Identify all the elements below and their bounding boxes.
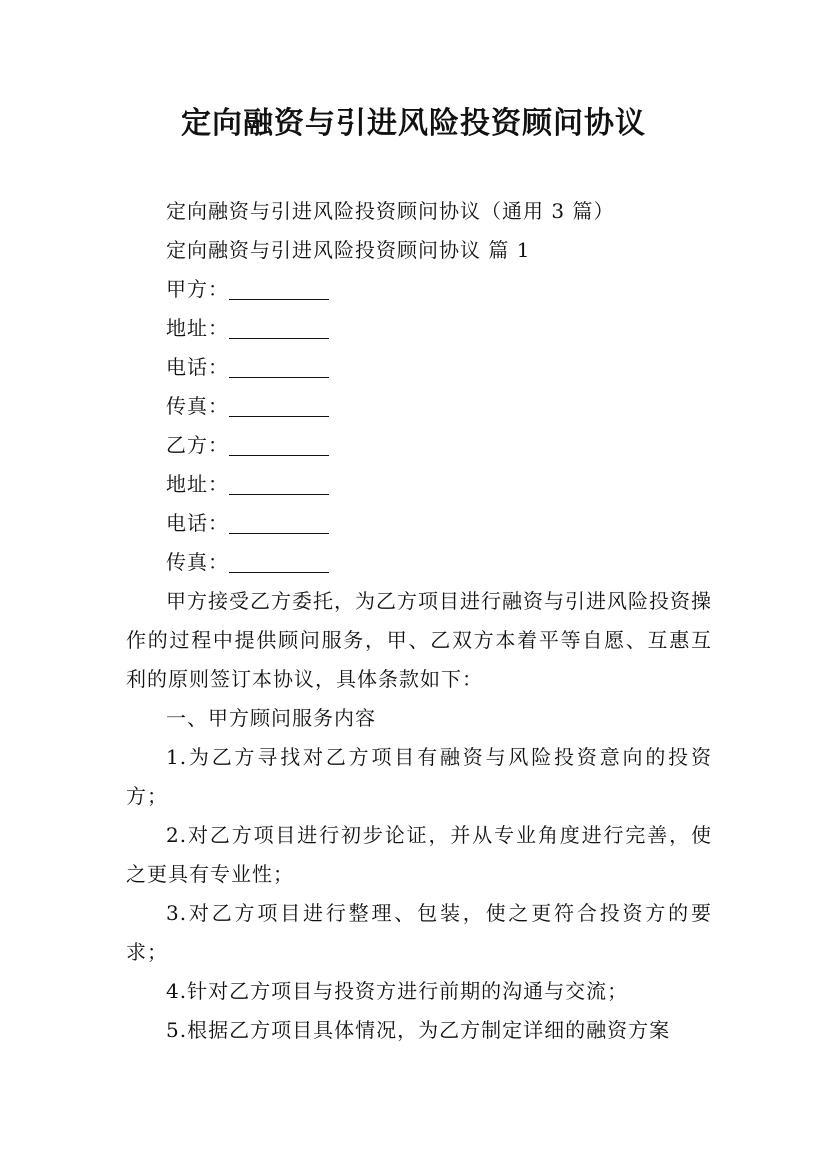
service-item: 2.对乙方项目进行初步论证，并从专业角度进行完善，使之更具有专业性；: [126, 823, 712, 886]
party-b-address-field: [126, 465, 712, 504]
field-label: 地址：: [166, 316, 229, 340]
party-b-phone-field: [126, 504, 712, 543]
field-label: 甲方：: [166, 277, 229, 301]
service-item: 3.对乙方项目进行整理、包装，使之更符合投资方的要求；: [126, 901, 712, 964]
field-blank: [229, 316, 329, 339]
document-subtitle: 定向融资与引进风险投资顾问协议（通用 3 篇）: [166, 199, 615, 223]
field-blank: [229, 472, 329, 495]
party-b-name-field: [126, 426, 712, 465]
field-label: 电话：: [166, 511, 229, 535]
field-blank: [229, 277, 329, 300]
field-blank: [229, 511, 329, 534]
party-a-fax-field: [126, 387, 712, 426]
service-item: 1.为乙方寻找对乙方项目有融资与风险投资意向的投资方；: [126, 745, 712, 808]
field-label: 电话：: [166, 355, 229, 379]
document-title: 定向融资与引进风险投资顾问协议: [181, 106, 646, 141]
service-item: 5.根据乙方项目具体情况，为乙方制定详细的融资方案: [166, 1018, 671, 1042]
field-blank: [229, 433, 329, 456]
field-blank: [229, 550, 329, 573]
field-label: 传真：: [166, 394, 229, 418]
field-label: 乙方：: [166, 433, 229, 457]
document-body: [126, 192, 712, 1050]
field-label: 传真：: [166, 550, 229, 574]
party-b-fax-field: [126, 543, 712, 582]
intro-paragraph: 甲方接受乙方委托，为乙方项目进行融资与引进风险投资操作的过程中提供顾问服务，甲、乙双方本着平等自愿、互惠互利的原则签订本协议，具体条款如下：: [126, 589, 712, 691]
field-label: 地址：: [166, 472, 229, 496]
party-a-phone-field: [126, 348, 712, 387]
section-heading: 定向融资与引进风险投资顾问协议 篇 1: [166, 238, 531, 262]
clause-heading: 一、甲方顾问服务内容: [166, 706, 376, 730]
service-item: 4.针对乙方项目与投资方进行前期的沟通与交流；: [166, 979, 629, 1003]
field-blank: [229, 394, 329, 417]
field-blank: [229, 355, 329, 378]
party-a-name-field: [126, 270, 712, 309]
party-a-address-field: [126, 309, 712, 348]
